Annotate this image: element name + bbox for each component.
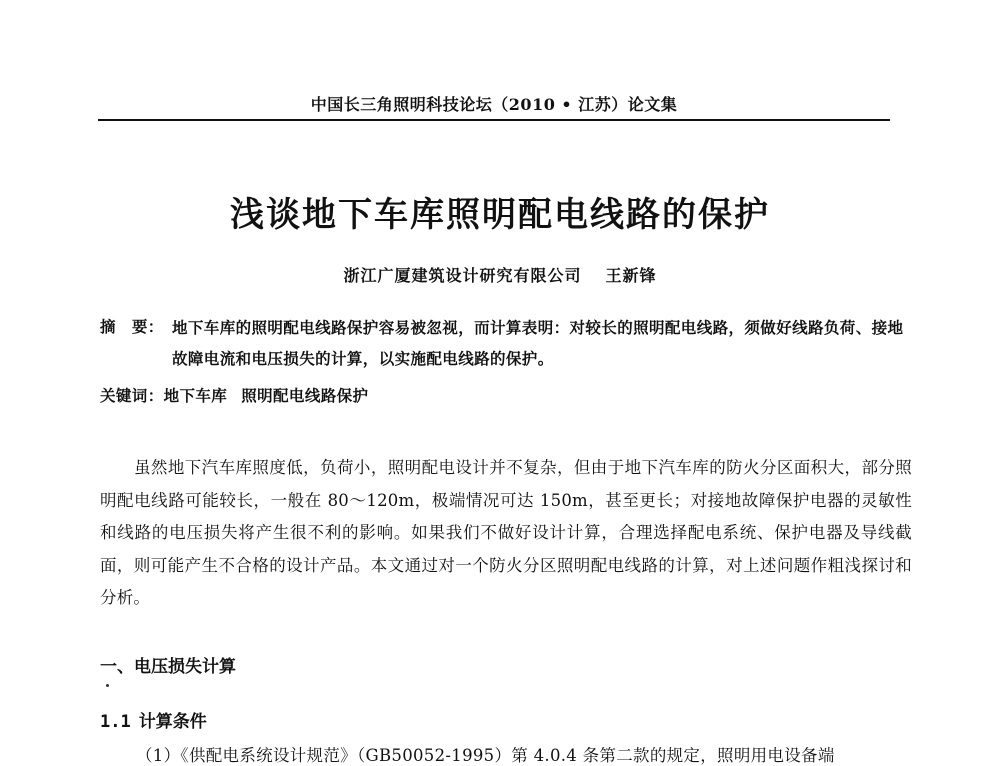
paper-title: 浅谈地下车库照明配电线路的保护 [230,195,770,235]
keyword-item: 地下车库 [163,386,228,405]
running-header: 中国长三角照明科技论坛（2010 • 江苏）论文集 [310,95,678,114]
author-name: 王新锋 [605,266,657,285]
byline [100,263,900,286]
abstract-label [100,312,172,343]
affiliation: 浙江广厦建筑设计研究有限公司 [343,266,582,285]
subsection-title: 计算条件 [138,712,207,732]
keyword-item: 照明配电线路保护 [241,386,369,405]
abstract-label-first: 摘 [100,318,116,336]
section-heading: 一、电压损失计算 [100,657,236,677]
clause-text: （1）《供配电系统设计规范》（GB50052-1995）第 4.0.4 条第二款的规定，照明用电设备端 [136,746,835,765]
subsection-heading [100,707,207,732]
intro-paragraph: 虽然地下汽车库照度低，负荷小，照明配电设计并不复杂，但由于地下汽车库的防火分区面积大，部分照明配电线路可能较长，一般在 80～120m，极端情况可达 150m，甚至更长；对接地故障保护电器的灵敏性和线路的电压损失将产生很不利的影响。如果我们不做好设计计算，合理选择配电系统、保护电器及导线截面，则可能产生不合格的设计产品。本文通过对一个防火分区照明配电线路的计算，对上述问题作粗浅探讨和分析。 [100,458,912,607]
abstract [100,312,910,374]
abstract-label-second: 要： [131,318,164,336]
abstract-text: 地下车库的照明配电线路保护容易被忽视，而计算表明：对较长的照明配电线路，须做好线路负荷、接地故障电流和电压损失的计算，以实施配电线路的保护。 [172,318,904,368]
keywords-label: 关键词： [100,387,164,405]
header-rule [98,119,890,121]
keywords [100,384,910,406]
scan-speck [106,684,109,687]
subsection-number: 1.1 [100,712,131,732]
